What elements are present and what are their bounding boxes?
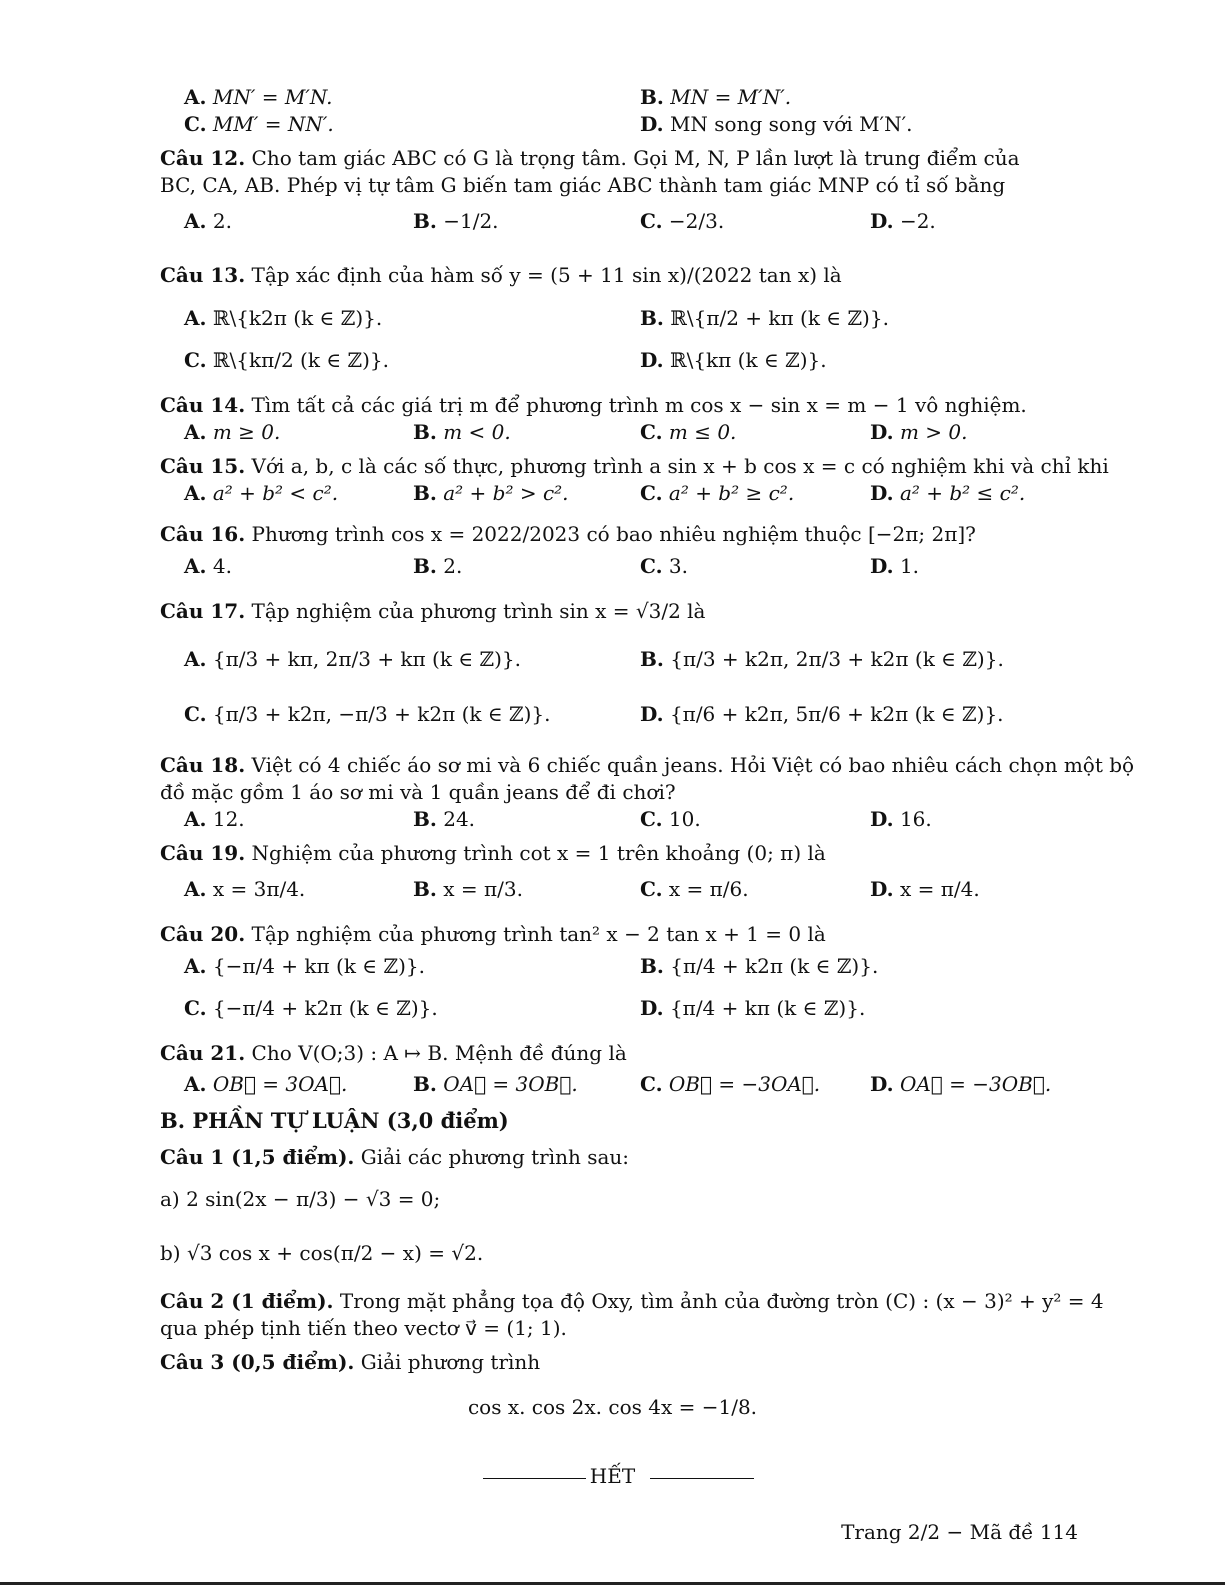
q21-option-b: B. OA⃗ = 3OB⃗. [413,1072,578,1096]
q21-question: Câu 21. Cho V(O;3) : A ↦ B. Mệnh đề đúng là [160,1041,627,1065]
page-footer: Trang 2/2 − Mã đề 114 [841,1520,1078,1544]
q21-option-d: D. OA⃗ = −3OB⃗. [870,1072,1052,1096]
q21-option-c: C. OB⃗ = −3OA⃗. [640,1072,821,1096]
end-rule-right [650,1478,754,1479]
q17-option-b: B. {π/3 + k2π, 2π/3 + k2π (k ∈ ℤ)}. [640,647,1004,671]
q14-option-a: A. m ≥ 0. [184,420,281,444]
q14-question: Câu 14. Tìm tất cả các giá trị m để phương trình m cos x − sin x = m − 1 vô nghiệm. [160,393,1027,417]
q18-option-b: B. 24. [413,807,476,831]
essay-q3-equation: cos x. cos 2x. cos 4x = −1/8. [467,1395,758,1419]
essay-q2-line-2: qua phép tịnh tiến theo vectơ v⃗ = (1; 1). [160,1316,567,1340]
q12-line-1: Câu 12. Cho tam giác ABC có G là trọng tâm. Gọi M, N, P lần lượt là trung điểm của [160,146,1020,170]
essay-q1-heading: Câu 1 (1,5 điểm). Giải các phương trình sau: [160,1145,630,1169]
q15-option-d: D. a² + b² ≤ c². [870,481,1026,505]
q17-option-a: A. {π/3 + kπ, 2π/3 + kπ (k ∈ ℤ)}. [184,647,521,671]
q14-option-b: B. m < 0. [413,420,511,444]
q17-option-d: D. {π/6 + k2π, 5π/6 + k2π (k ∈ ℤ)}. [640,702,1004,726]
q17-option-c: C. {π/3 + k2π, −π/3 + k2π (k ∈ ℤ)}. [184,702,551,726]
q12-option-a: A. 2. [184,209,232,233]
q15-option-b: B. a² + b² > c². [413,481,569,505]
q20-option-a: A. {−π/4 + kπ (k ∈ ℤ)}. [184,954,425,978]
q20-option-c: C. {−π/4 + k2π (k ∈ ℤ)}. [184,996,438,1020]
q13-option-b: B. ℝ\{π/2 + kπ (k ∈ ℤ)}. [640,306,889,330]
q18-line-1: Câu 18. Việt có 4 chiếc áo sơ mi và 6 chiếc quần jeans. Hỏi Việt có bao nhiêu cách chọn một bộ [160,753,1135,777]
q19-question: Câu 19. Nghiệm của phương trình cot x = 1 trên khoảng (0; π) là [160,841,826,865]
q16-option-d: D. 1. [870,554,920,578]
q12-option-c: C. −2/3. [640,209,725,233]
q16-question: Câu 16. Phương trình cos x = 2022/2023 có bao nhiêu nghiệm thuộc [−2π; 2π]? [160,522,976,546]
q18-option-c: C. 10. [640,807,701,831]
q15-question: Câu 15. Với a, b, c là các số thực, phương trình a sin x + b cos x = c có nghiệm khi và chỉ khi [160,454,1109,478]
section-b-title: B. PHẦN TỰ LUẬN (3,0 điểm) [160,1108,509,1133]
q11-option-b: B. MN = M′N′. [640,85,792,109]
essay-q1-part-a: a) 2 sin(2x − π/3) − √3 = 0; [160,1187,441,1211]
q13-question: Câu 13. Tập xác định của hàm số y = (5 + 11 sin x)/(2022 tan x) là [160,263,842,287]
q11-option-a: A. MN′ = M′N. [184,85,333,109]
q12-option-d: D. −2. [870,209,936,233]
q18-option-a: A. 12. [184,807,245,831]
q11-option-c: C. MM′ = NN′. [184,112,334,136]
q20-option-d: D. {π/4 + kπ (k ∈ ℤ)}. [640,996,866,1020]
q19-option-b: B. x = π/3. [413,877,523,901]
q19-option-d: D. x = π/4. [870,877,980,901]
q15-option-a: A. a² + b² < c². [184,481,339,505]
q11-option-d: D. MN song song với M′N′. [640,112,913,136]
q20-option-b: B. {π/4 + k2π (k ∈ ℤ)}. [640,954,879,978]
q14-option-d: D. m > 0. [870,420,968,444]
end-mark: HẾT [589,1464,636,1488]
q14-option-c: C. m ≤ 0. [640,420,737,444]
q19-option-c: C. x = π/6. [640,877,749,901]
q13-option-c: C. ℝ\{kπ/2 (k ∈ ℤ)}. [184,348,389,372]
essay-q2-line-1: Câu 2 (1 điểm). Trong mặt phẳng tọa độ Oxy, tìm ảnh của đường tròn (C) : (x − 3)² + y² = 4 [160,1289,1104,1313]
q12-option-b: B. −1/2. [413,209,499,233]
q13-option-a: A. ℝ\{k2π (k ∈ ℤ)}. [184,306,383,330]
q16-option-c: C. 3. [640,554,688,578]
q19-option-a: A. x = 3π/4. [184,877,306,901]
q18-option-d: D. 16. [870,807,932,831]
essay-q3-heading: Câu 3 (0,5 điểm). Giải phương trình [160,1350,541,1374]
q16-option-a: A. 4. [184,554,232,578]
essay-q1-part-b: b) √3 cos x + cos(π/2 − x) = √2. [160,1241,484,1265]
q20-question: Câu 20. Tập nghiệm của phương trình tan² x − 2 tan x + 1 = 0 là [160,922,826,946]
q15-option-c: C. a² + b² ≥ c². [640,481,795,505]
q21-option-a: A. OB⃗ = 3OA⃗. [184,1072,348,1096]
q18-line-2: đồ mặc gồm 1 áo sơ mi và 1 quần jeans để đi chơi? [160,780,676,804]
q13-option-d: D. ℝ\{kπ (k ∈ ℤ)}. [640,348,827,372]
q16-option-b: B. 2. [413,554,463,578]
q12-line-2: BC, CA, AB. Phép vị tự tâm G biến tam giác ABC thành tam giác MNP có tỉ số bằng [160,173,1006,197]
q17-question: Câu 17. Tập nghiệm của phương trình sin x = √3/2 là [160,599,706,623]
